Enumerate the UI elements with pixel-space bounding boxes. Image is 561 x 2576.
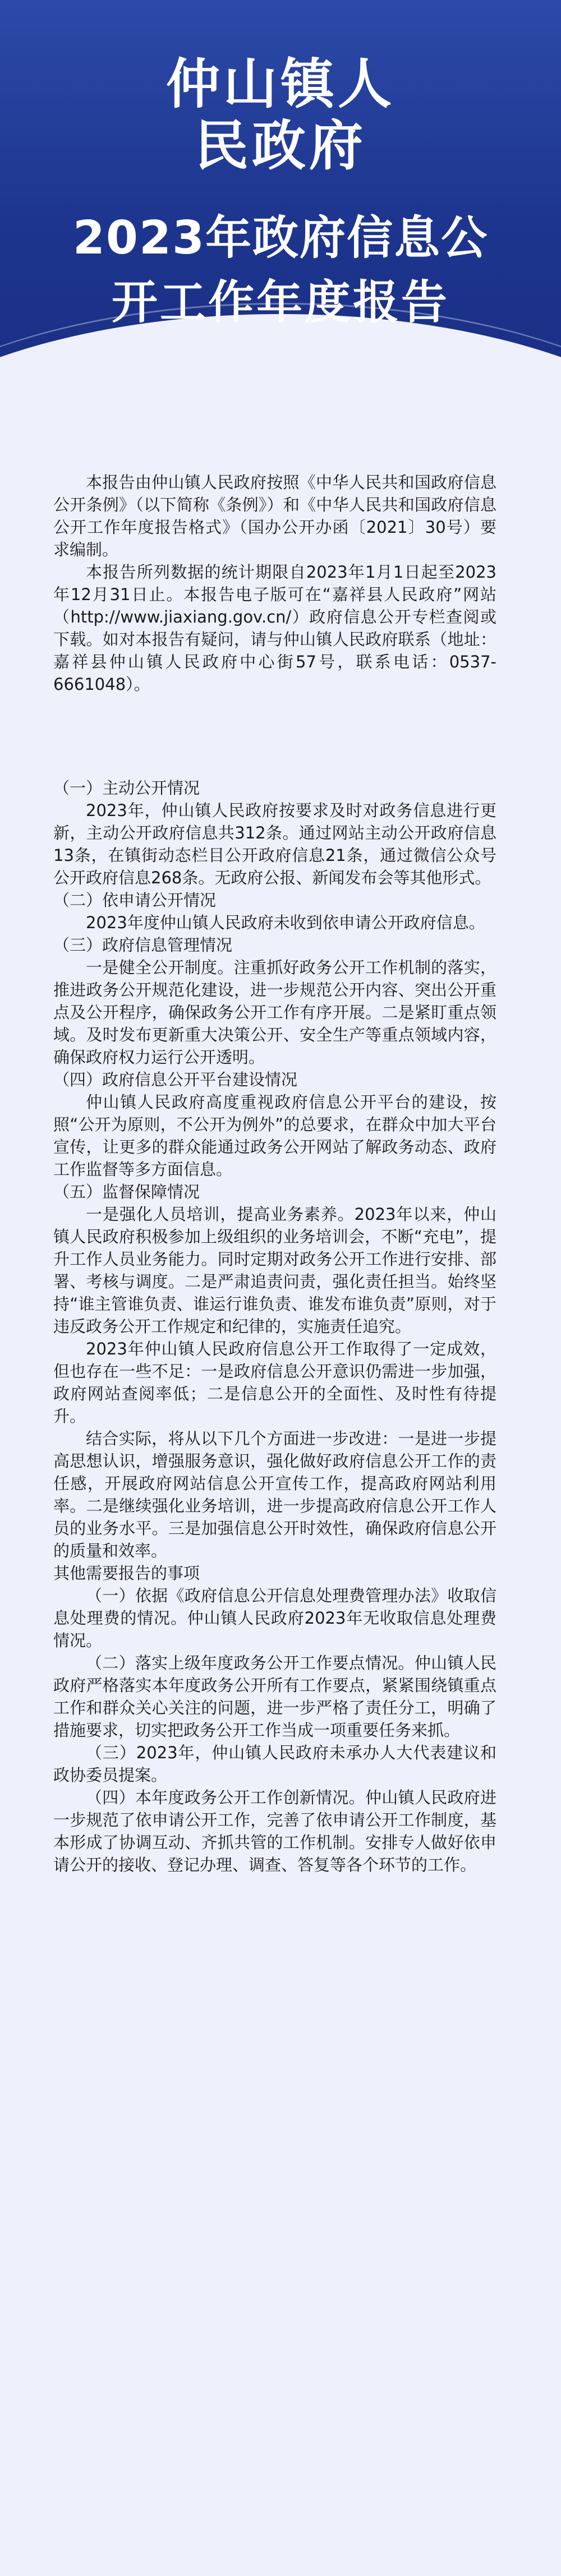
paragraph-other-2: （二）落实上级年度政务公开工作要点情况。仲山镇人民政府严格落实本年度政务公开所有工作要点，紧紧围绕镇重点工作和群众关心关注的问题，进一步严格了责任分工，明确了措施要求，切实把政务公开工作当成一项重要任务来抓。 [53, 1653, 496, 1740]
section-heading-active-disclosure: （一）主动公开情况 [53, 778, 200, 798]
title-line-1: 仲山镇人 [166, 53, 395, 116]
title-line-3: 2023年政府信息公 [72, 211, 489, 265]
intro-paragraph-1: 本报告由仲山镇人民政府按照《中华人民共和国政府信息公开条例》（以下简称《条例》）和《中华人民共和国政府信息公开工作年度报告格式》（国办公开办函〔2021〕30号）要求编制。 [53, 473, 496, 559]
paragraph-other-1: （一）依据《政府信息公开信息处理费管理办法》收取信息处理费的情况。仲山镇人民政府2023年无收取信息处理费情况。 [53, 1586, 496, 1650]
paragraph-improvements: 结合实际，将从以下几个方面进一步改进：一是进一步提高思想认识，增强服务意识，强化做好政府信息公开工作的责任感，开展政府网站信息公开宣传工作，提高政府网站利用率。二是继续强化业务培训，进一步提高政府信息公开工作人员的业务水平。三是加强信息公开时效性，确保政府信息公开的质量和效率。 [53, 1429, 496, 1560]
paragraph-application: 2023年度仲山镇人民政府未收到依申请公开政府信息。 [86, 913, 485, 932]
title-line-2: 民政府 [195, 114, 366, 177]
intro-paragraph-2: 本报告所列数据的统计期限自2023年1月1日起至2023年12月31日止。本报告电子版可在“嘉祥县人民政府”网站（http://www.jiaxiang.gov.cn/）政府信息公开专栏查阅或下载。如对本报告有疑问，请与仲山镇人民政府联系（地址：嘉祥县仲山镇人民政府中心街57号，联系电话：0537-6661048）。 [53, 563, 496, 694]
paragraph-management: 一是健全公开制度。注重抓好政务公开工作机制的落实，推进政务公开规范化建设，进一步规范公开内容、突出公开重点及公开程序，确保政务公开工作有序开展。二是紧盯重点领域。及时发布更新重大决策公开、安全生产等重点领域内容，确保政府权力运行公开透明。 [53, 958, 496, 1067]
report-content [53, 471, 496, 1876]
paragraph-other-3: （三）2023年，仲山镇人民政府未承办人大代表建议和政协委员提案。 [53, 1743, 496, 1785]
paragraph-active-disclosure: 2023年，仲山镇人民政府按要求及时对政务信息进行更新，主动公开政府信息共312条。通过网站主动公开政府信息13条，在镇街动态栏目公开政府信息21条，通过微信公众号公开政府信息268条。无政府公报、新闻发布会等其他形式。 [53, 801, 496, 887]
paragraph-platform: 仲山镇人民政府高度重视政府信息公开平台的建设，按照“公开为原则，不公开为例外”的总要求，在群众中加大平台宣传，让更多的群众能通过政务公开网站了解政务动态、政府工作监督等多方面信息。 [53, 1093, 496, 1179]
paragraph-shortcomings: 2023年仲山镇人民政府信息公开工作取得了一定成效，但也存在一些不足：一是政府信息公开意识仍需进一步加强，政府网站查阅率低；二是信息公开的全面性、及时性有待提升。 [53, 1339, 496, 1426]
paragraph-supervision: 一是强化人员培训，提高业务素养。2023年以来，仲山镇人民政府积极参加上级组织的业务培训会，不断“充电”，提升工作人员业务能力。同时定期对政务公开工作进行安排、部署、考核与调度。二是严肃追责问责，强化责任担当。始终坚持“谁主管谁负责、谁运行谁负责、谁发布谁负责”原则，对于违反政务公开工作规定和纪律的，实施责任追究。 [53, 1205, 496, 1336]
title-line-4: 开工作年度报告 [111, 276, 449, 329]
section-heading-supervision: （五）监督保障情况 [53, 1182, 200, 1201]
section-heading-application: （二）依申请公开情况 [53, 891, 217, 910]
section-spacer [53, 695, 496, 777]
section-heading-management: （三）政府信息管理情况 [53, 936, 233, 955]
section-heading-platform: （四）政府信息公开平台建设情况 [53, 1070, 298, 1089]
report-banner [0, 0, 561, 404]
section-heading-other-matters: 其他需要报告的事项 [53, 1564, 200, 1583]
paragraph-other-4: （四）本年度政务公开工作创新情况。仲山镇人民政府进一步规范了依申请公开工作，完善了依申请公开工作制度，基本形成了协调互动、齐抓共管的工作机制。安排专人做好依申请公开的接收、登记办理、调查、答复等各个环节的工作。 [53, 1788, 496, 1874]
